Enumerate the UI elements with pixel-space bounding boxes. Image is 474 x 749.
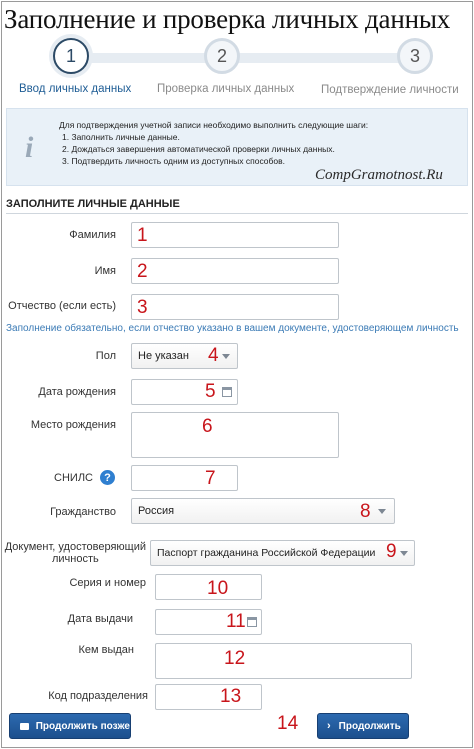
save-icon [20,723,29,730]
gender-chevron-down-icon[interactable] [222,354,230,359]
document-chevron-down-icon[interactable] [400,551,408,556]
continue-label: Продолжить [338,720,401,732]
name-input[interactable] [131,258,339,284]
issued-by-textarea[interactable] [155,643,412,679]
info-step-2: 2. Дождаться завершения автоматической проверки личных данных. [62,144,335,154]
name-label: Имя [94,265,116,277]
birth-place-label: Место рождения [30,419,116,431]
continue-later-label: Продолжить позже [35,720,130,732]
division-code-label: Код подразделения [48,690,148,702]
watermark: CompGramotnost.Ru [315,167,443,183]
info-intro: Для подтверждения учетной записи необходимо выполнить следующие шаги: [59,120,369,130]
citizenship-select[interactable] [131,498,395,524]
document-select[interactable] [150,540,415,566]
calendar-icon[interactable] [247,617,257,627]
division-code-input[interactable] [155,684,262,710]
marker-1: 1 [137,225,148,246]
step-3-number: 3 [409,45,420,66]
page-title: Заполнение и проверка личных данных [4,4,451,34]
marker-3: 3 [137,297,148,318]
citizenship-chevron-down-icon[interactable] [378,509,386,514]
step-2-circle [204,38,240,74]
continue-button[interactable] [317,713,409,739]
info-text [59,119,368,167]
citizenship-value: Россия [138,505,175,517]
surname-input[interactable] [131,222,339,248]
birth-place-textarea[interactable] [131,412,339,458]
marker-7: 7 [205,468,216,489]
patronymic-input[interactable] [131,294,339,320]
info-step-3: 3. Подтвердить личность одним из доступных способов. [62,156,285,166]
step-1-number: 1 [65,45,76,66]
marker-12: 12 [224,648,246,669]
step-1-circle[interactable] [53,38,89,74]
marker-5: 5 [205,381,216,402]
issue-date-label: Дата выдачи [67,613,133,625]
series-number-label: Серия и номер [69,577,146,589]
marker-8: 8 [360,501,371,522]
step-3-label: Подтверждение личности [321,84,459,96]
marker-14: 14 [277,713,299,734]
citizenship-label: Гражданство [50,506,116,518]
snils-label: СНИЛС [54,472,93,484]
marker-10: 10 [207,578,229,599]
gender-label: Пол [95,350,116,362]
step-1-label[interactable]: Ввод личных данных [19,83,132,95]
document-label-line-2: личность [51,553,99,565]
birth-date-label: Дата рождения [38,386,116,398]
gender-value: Не указан [138,350,189,362]
patronymic-label: Отчество (если есть) [8,300,116,312]
stepper-track [70,53,416,63]
document-value: Паспорт гражданина Российской Федерации [157,547,376,559]
document-label-line-1: Документ, удостоверяющий [4,541,146,553]
chevron-right-icon: › [327,720,331,732]
info-step-1: 1. Заполнить личные данные. [62,132,180,142]
document-label [5,541,146,565]
section-title: ЗАПОЛНИТЕ ЛИЧНЫЕ ДАННЫЕ [6,198,180,210]
issued-by-label: Кем выдан [78,644,134,656]
step-2-number: 2 [216,45,227,66]
continue-later-button[interactable] [9,713,131,739]
marker-2: 2 [137,261,148,282]
patronymic-hint: Заполнение обязательно, если отчество указано в вашем документе, удостоверяющем личность [6,323,459,334]
calendar-icon[interactable] [222,387,232,397]
help-icon[interactable]: ? [100,470,115,485]
info-icon: i [25,131,34,164]
marker-13: 13 [220,686,242,707]
marker-9: 9 [386,541,397,562]
step-2-label: Проверка личных данных [157,83,295,95]
marker-4: 4 [208,345,219,366]
marker-6: 6 [202,416,213,437]
issue-date-input[interactable] [155,609,262,635]
section-divider [6,213,468,214]
snils-input[interactable] [131,465,238,491]
step-3-circle [397,38,433,74]
marker-11: 11 [226,611,246,632]
surname-label: Фамилия [69,229,116,241]
